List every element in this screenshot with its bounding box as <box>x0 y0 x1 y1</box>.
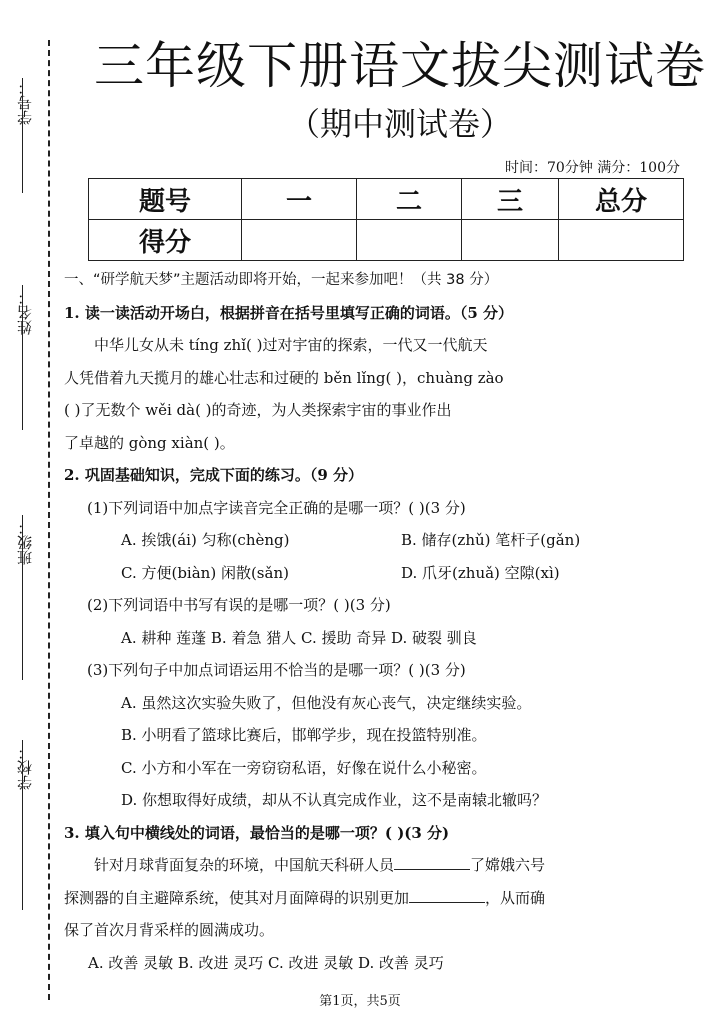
score-cell-part-3[interactable] <box>462 220 559 261</box>
exam-title: 三年级下册语文拔尖测试卷 <box>94 37 706 95</box>
name-label: 姓名： <box>16 290 34 335</box>
option-2-1-d[interactable]: D. 爪牙(zhuǎ) 空隙(xì) <box>401 563 560 582</box>
class-label: 班级： <box>16 520 34 565</box>
question-1-passage-line-3: ( )了无数个 wěi dà( )的奇迹，为人类探索宇宙的事业作出 <box>64 401 452 419</box>
question-3-passage-line-2 <box>64 882 704 915</box>
passage-part-d: ，从而确 <box>485 888 546 907</box>
option-2-1-b[interactable]: B. 储存(zhǔ) 笔杆子(gǎn) <box>401 531 581 549</box>
question-3-passage-line-3: 保了首次月背采样的圆满成功。 <box>64 921 275 939</box>
header-cell-part-1: 一 <box>242 179 357 220</box>
score-table-header-row <box>89 179 684 220</box>
binding-dashed-line <box>48 40 50 1000</box>
time-score-info: 时间：70分钟 满分：100分 <box>505 160 680 176</box>
score-table <box>88 178 684 261</box>
name-field[interactable] <box>14 290 35 335</box>
school-field[interactable] <box>14 745 35 790</box>
question-2-2-prompt: (2)下列词语中书写有误的是哪一项？( )(3 分) <box>87 596 391 614</box>
blank-1[interactable] <box>394 849 470 870</box>
score-table-score-row <box>89 220 684 261</box>
question-2-3-prompt: (3)下列句子中加点词语运用不恰当的是哪一项？( )(3 分) <box>87 661 466 679</box>
question-2-2-options[interactable]: A. 耕种 莲蓬 B. 着急 猎人 C. 援助 奇异 D. 破裂 驯良 <box>121 628 477 647</box>
question-1-passage-line-2: 人凭借着九天揽月的雄心壮志和过硬的 běn lǐng( )，chuàng zào <box>64 368 504 387</box>
option-2-3-d[interactable]: D. 你想取得好成绩，却从不认真完成作业，这不是南辕北辙吗？ <box>121 791 548 809</box>
question-1-prompt: 1. 读一读活动开场白，根据拼音在括号里填写正确的词语。（5 分） <box>64 303 514 322</box>
option-2-3-c[interactable]: C. 小方和小军在一旁窃窃私语，好像在说什么小秘密。 <box>121 758 487 777</box>
header-cell-question-no: 题号 <box>89 179 242 220</box>
exam-content <box>64 264 704 979</box>
question-3-prompt: 3. 填入句中横线处的词语，最恰当的是哪一项？( )(3 分) <box>64 823 450 842</box>
binding-margin <box>0 0 60 1018</box>
school-line <box>22 740 23 910</box>
header-cell-part-2: 二 <box>357 179 462 220</box>
question-2-1-options-row-2 <box>64 557 704 590</box>
class-field[interactable] <box>14 520 35 565</box>
exam-subtitle: （期中测试卷） <box>287 105 512 143</box>
question-2-1-options-row-1 <box>64 524 704 557</box>
option-2-3-a[interactable]: A. 虽然这次实验失败了，但他没有灰心丧气，决定继续实验。 <box>121 693 532 712</box>
passage-part-a: 针对月球背面复杂的环境，中国航天科研人员 <box>94 856 395 874</box>
school-label: 学校： <box>16 745 34 790</box>
student-id-line <box>22 78 23 193</box>
question-2-1-prompt: (1)下列词语中加点字读音完全正确的是哪一项？( )(3 分) <box>87 498 466 517</box>
question-3-options[interactable]: A. 改善 灵敏 B. 改进 灵巧 C. 改进 灵敏 D. 改善 灵巧 <box>88 953 444 972</box>
class-line <box>22 515 23 680</box>
name-line <box>22 285 23 430</box>
option-2-3-b[interactable]: B. 小明看了篮球比赛后，邯郸学步，现在投篮特别准。 <box>121 726 487 744</box>
question-3-passage-line-1 <box>64 849 704 882</box>
question-1-passage-line-1: 中华儿女从未 tíng zhǐ( )过对宇宙的探索，一代又一代航天 <box>94 336 488 354</box>
header-cell-total: 总分 <box>559 179 684 220</box>
blank-2[interactable] <box>409 882 485 903</box>
header-cell-part-3: 三 <box>462 179 559 220</box>
option-2-1-a[interactable]: A. 挨饿(ái) 匀称(chèng) <box>121 531 290 549</box>
passage-part-b: 了嫦娥六号 <box>470 856 546 874</box>
section-1-heading: 一、“研学航天梦”主题活动即将开始，一起来参加吧！（共 38 分） <box>64 272 499 288</box>
option-2-1-c[interactable]: C. 方便(biàn) 闲散(sǎn) <box>121 563 289 582</box>
question-2-prompt: 2. 巩固基础知识，完成下面的练习。（9 分） <box>64 466 364 484</box>
score-cell-part-2[interactable] <box>357 220 462 261</box>
score-cell-part-1[interactable] <box>242 220 357 261</box>
page-footer: 第1页，共5页 <box>319 994 401 1009</box>
student-id-label: 学号： <box>16 80 34 125</box>
passage-part-c: 探测器的自主避障系统，使其对月面障碍的识别更加 <box>64 888 410 907</box>
score-cell-total[interactable] <box>559 220 684 261</box>
question-1-passage-line-4: 了卓越的 gòng xiàn( )。 <box>64 433 235 452</box>
student-id-field[interactable] <box>14 80 35 125</box>
score-row-label: 得分 <box>89 220 242 261</box>
